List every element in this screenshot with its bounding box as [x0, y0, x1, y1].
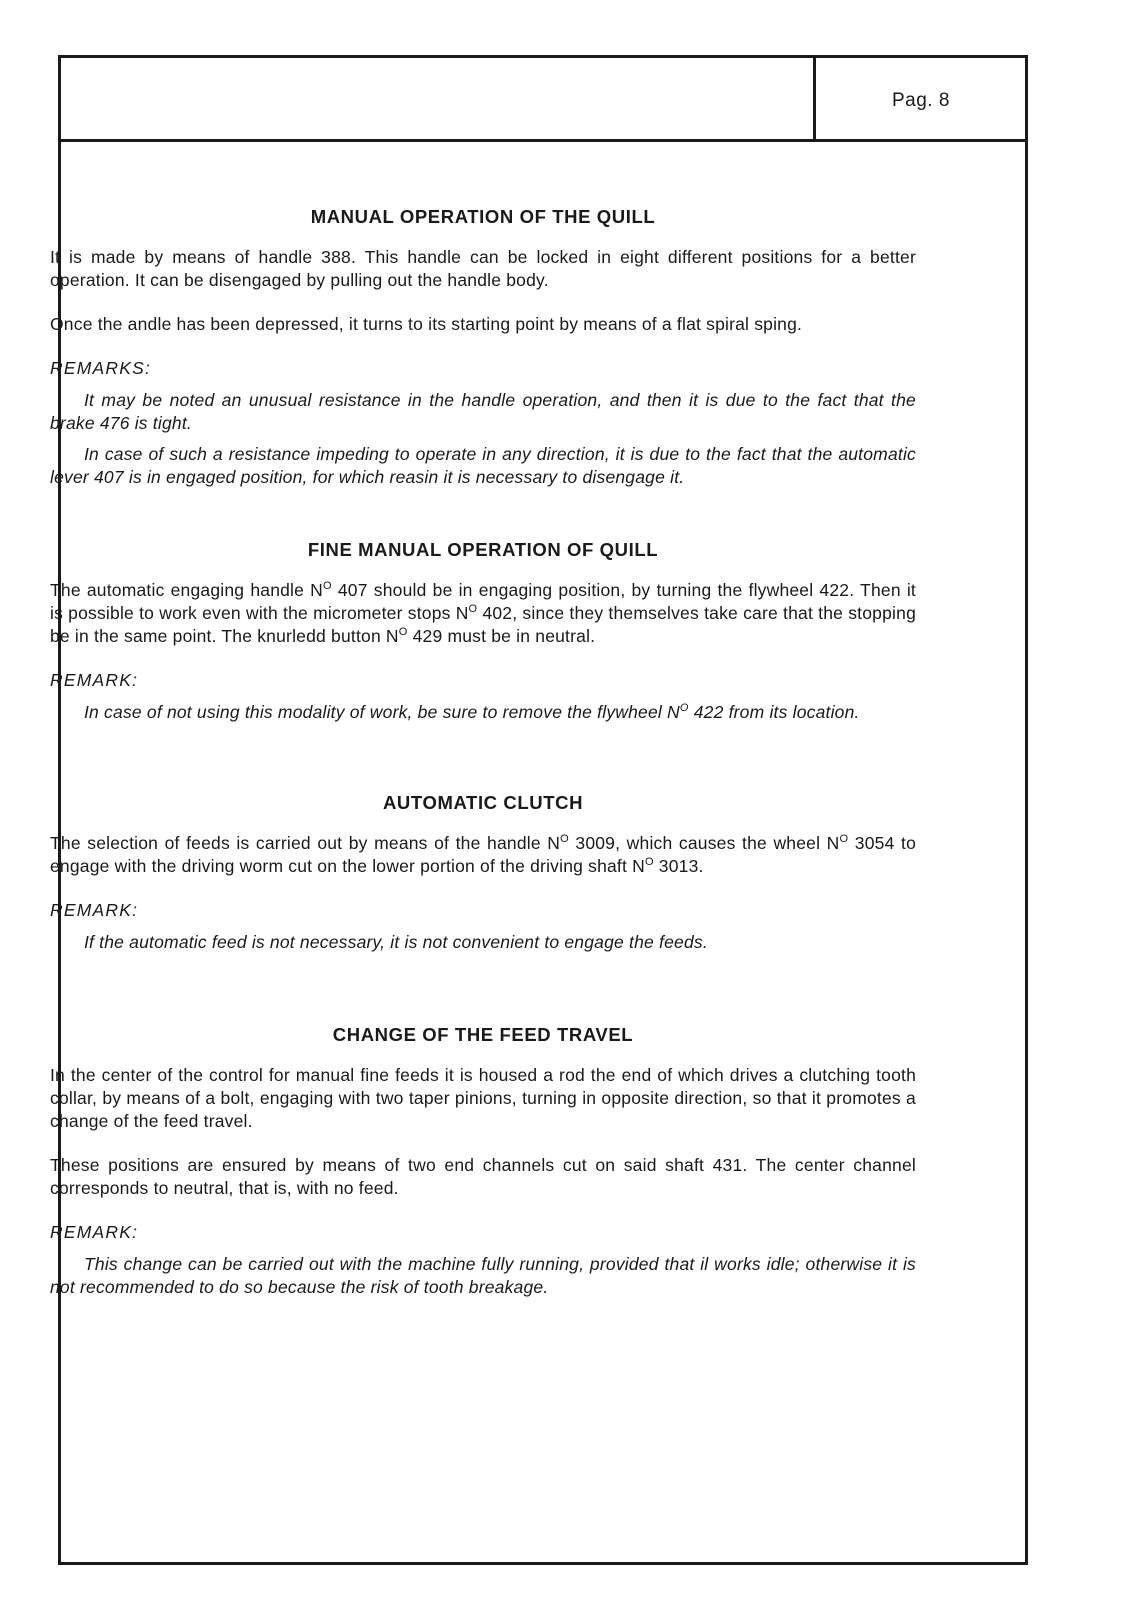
text-run: 3054 to engage with the driving worm cut on the lower portion of the driving shaft N: [50, 833, 917, 876]
remark-text: In case of such a resistance impeding to operate in any direction, it is due to the fact that the automatic lever 407 is in engaged position, for which reasin it is necessary to disengage it.: [50, 444, 916, 487]
text-run: 3013.: [653, 856, 704, 876]
superscript: O: [560, 833, 569, 845]
text-run: 407 should be in engaging position, by turning the flywheel 422. Then it is possible to work even with the micrometer stops N: [50, 580, 916, 623]
text-run: 402, since they themselves take care that the stopping be in the same point. The knurledd button N: [50, 603, 916, 646]
paragraph: In the center of the control for manual fine feeds it is housed a rod the end of which drives a clutching tooth collar, by means of a bolt, engaging with two taper pinions, turning in opposite direction, so that it promotes a change of the feed travel.: [50, 1065, 916, 1131]
section-title: MANUAL OPERATION OF THE QUILL: [310, 206, 656, 227]
section-change-feed-travel: [50, 1024, 916, 1299]
paragraph: Once the andle has been depressed, it turns to its starting point by means of a flat spiral sping.: [50, 314, 803, 334]
section-title: FINE MANUAL OPERATION OF QUILL: [307, 539, 659, 560]
superscript: O: [398, 626, 408, 638]
text-run: 422 from its location.: [688, 702, 860, 722]
superscript: O: [323, 580, 332, 592]
remark-text: [50, 701, 916, 724]
text-run: 429 must be in neutral.: [407, 626, 596, 646]
section-title: AUTOMATIC CLUTCH: [382, 792, 584, 813]
page-number: Pag. 8: [892, 90, 950, 111]
text-run: The selection of feeds is carried out by means of the handle N: [50, 833, 561, 853]
header-row: [61, 58, 1025, 142]
section-automatic-clutch: [50, 792, 916, 954]
paragraph: It is made by means of handle 388. This handle can be locked in eight different positions for a better operation. It can be disengaged by pulling out the handle body.: [50, 247, 916, 290]
remark-label: REMARK:: [50, 900, 139, 920]
section-manual-operation: [50, 206, 916, 489]
paragraph: These positions are ensured by means of two end channels cut on said shaft 431. The center channel corresponds to neutral, that is, with no feed.: [50, 1155, 916, 1198]
remark-label: REMARKS:: [50, 358, 152, 378]
text-run: 3009, which causes the wheel N: [568, 833, 840, 853]
superscript: O: [679, 702, 689, 714]
paragraph: [50, 832, 916, 878]
remark-label: REMARK:: [50, 670, 139, 690]
remark-text: It may be noted an unusual resistance in the handle operation, and then it is due to the fact that the brake 476 is tight.: [50, 390, 916, 433]
superscript: O: [839, 833, 849, 845]
section-fine-manual-operation: [50, 539, 916, 724]
text-run: In case of not using this modality of work, be sure to remove the flywheel N: [84, 702, 680, 722]
document-body: [50, 150, 916, 1307]
text-run: The automatic engaging handle N: [50, 580, 324, 600]
remark-text: If the automatic feed is not necessary, it is not convenient to engage the feeds.: [84, 932, 708, 952]
superscript: O: [644, 856, 654, 868]
remark-text: This change can be carried out with the machine fully running, provided that il works idle; otherwise it is not recommended to do so because the risk of tooth breakage.: [50, 1254, 916, 1297]
page-number-box: [813, 58, 1025, 139]
superscript: O: [468, 603, 478, 615]
remark-label: REMARK:: [50, 1222, 139, 1242]
paragraph: [50, 579, 916, 648]
section-title: CHANGE OF THE FEED TRAVEL: [332, 1024, 634, 1045]
